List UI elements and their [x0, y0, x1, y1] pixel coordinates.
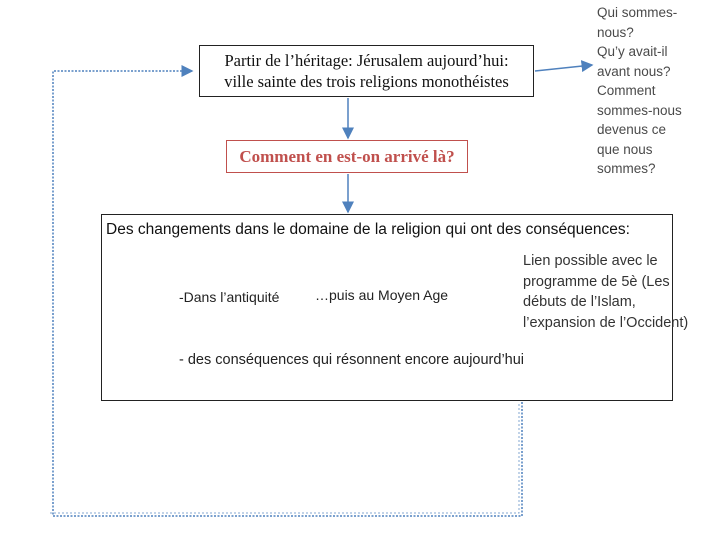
consequences-label: - des conséquences qui résonnent encore aujourd’hui [179, 352, 525, 368]
heritage-line-1: Partir de l’héritage: Jérusalem aujourd’hui: [224, 51, 509, 70]
antiquity-label: -Dans l’antiquité [179, 289, 280, 305]
link-note-line: Lien possible avec le [523, 253, 658, 269]
question-text: Comment en est-on arrivé là? [239, 147, 455, 166]
heritage-line-2: ville sainte des trois religions monothéistes [224, 72, 509, 91]
side-question [597, 3, 707, 179]
link-note-line: programme de 5è (Les [523, 273, 670, 290]
side-question-line: que nous [597, 141, 653, 157]
side-question-line: sommes? [597, 161, 656, 176]
link-note [523, 251, 688, 333]
side-question-line: Qui sommes- [597, 5, 678, 20]
side-question-line: avant nous? [597, 63, 671, 79]
question-box [226, 140, 468, 173]
arrow-heritage-to-side-question [535, 65, 592, 71]
side-question-line: devenus ce [597, 122, 667, 137]
main-box-title: Des changements dans le domaine de la religion qui ont des conséquences: [106, 221, 630, 238]
middle-ages-label: …puis au Moyen Age [315, 287, 449, 303]
side-question-line: nous? [597, 24, 634, 40]
side-question-line: Qu’y avait-il [597, 44, 668, 59]
feedback-loop-line-inner [50, 404, 519, 513]
link-note-line: débuts de l’Islam, [523, 294, 636, 310]
link-note-line: l’expansion de l’Occident) [523, 314, 689, 331]
heritage-box [199, 45, 534, 97]
side-question-line: sommes-nous [597, 102, 682, 118]
side-question-line: Comment [597, 83, 656, 98]
